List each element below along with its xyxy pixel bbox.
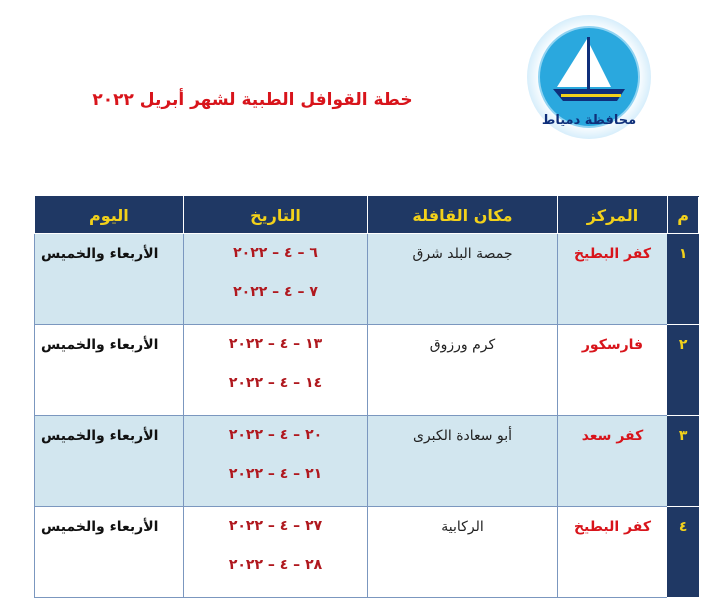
- caravans-schedule-table: [34, 196, 699, 598]
- row-day: الأربعاء والخميس: [35, 234, 184, 325]
- row-date-second: ١٤ – ٤ – ٢٠٢٢: [228, 375, 323, 391]
- table-row: [35, 416, 699, 507]
- row-place: كرم ورزوق: [368, 325, 558, 416]
- row-date-first: ٦ – ٤ – ٢٠٢٢: [233, 245, 318, 261]
- header-num: م: [668, 197, 699, 234]
- row-day: الأربعاء والخميس: [35, 416, 184, 507]
- row-center: كفر البطيخ: [557, 234, 667, 325]
- table-row: [35, 507, 699, 598]
- row-center: فارسكور: [557, 325, 667, 416]
- header-place: مكان القافلة: [368, 197, 558, 234]
- row-dates: [183, 234, 368, 325]
- table-row: [35, 234, 699, 325]
- row-place: جمصة البلد شرق: [368, 234, 558, 325]
- row-date-second: ٧ – ٤ – ٢٠٢٢: [233, 284, 318, 300]
- header-date: التاريخ: [183, 197, 368, 234]
- row-dates: [183, 416, 368, 507]
- header-center: المركز: [557, 197, 667, 234]
- governorate-logo: [527, 15, 651, 139]
- row-number: ١: [668, 234, 699, 325]
- row-place: أبو سعادة الكبرى: [368, 416, 558, 507]
- row-day: الأربعاء والخميس: [35, 325, 184, 416]
- row-date-first: ٢٧ – ٤ – ٢٠٢٢: [228, 518, 323, 534]
- row-dates: [183, 325, 368, 416]
- row-center: كفر البطيخ: [557, 507, 667, 598]
- row-place: الركابية: [368, 507, 558, 598]
- table-header-row: [35, 197, 699, 234]
- page-title: خطة القوافل الطبية لشهر أبريل ٢٠٢٢: [92, 90, 413, 110]
- row-date-first: ١٣ – ٤ – ٢٠٢٢: [228, 336, 323, 352]
- header-day: اليوم: [35, 197, 184, 234]
- row-dates: [183, 507, 368, 598]
- logo-caption: محافظة دمياط: [541, 113, 637, 128]
- row-date-second: ٢٨ – ٤ – ٢٠٢٢: [228, 557, 323, 573]
- row-date-second: ٢١ – ٤ – ٢٠٢٢: [228, 466, 323, 482]
- row-number: ٢: [668, 325, 699, 416]
- row-number: ٣: [668, 416, 699, 507]
- row-day: الأربعاء والخميس: [35, 507, 184, 598]
- table-row: [35, 325, 699, 416]
- row-number: ٤: [668, 507, 699, 598]
- row-center: كفر سعد: [557, 416, 667, 507]
- row-date-first: ٢٠ – ٤ – ٢٠٢٢: [228, 427, 323, 443]
